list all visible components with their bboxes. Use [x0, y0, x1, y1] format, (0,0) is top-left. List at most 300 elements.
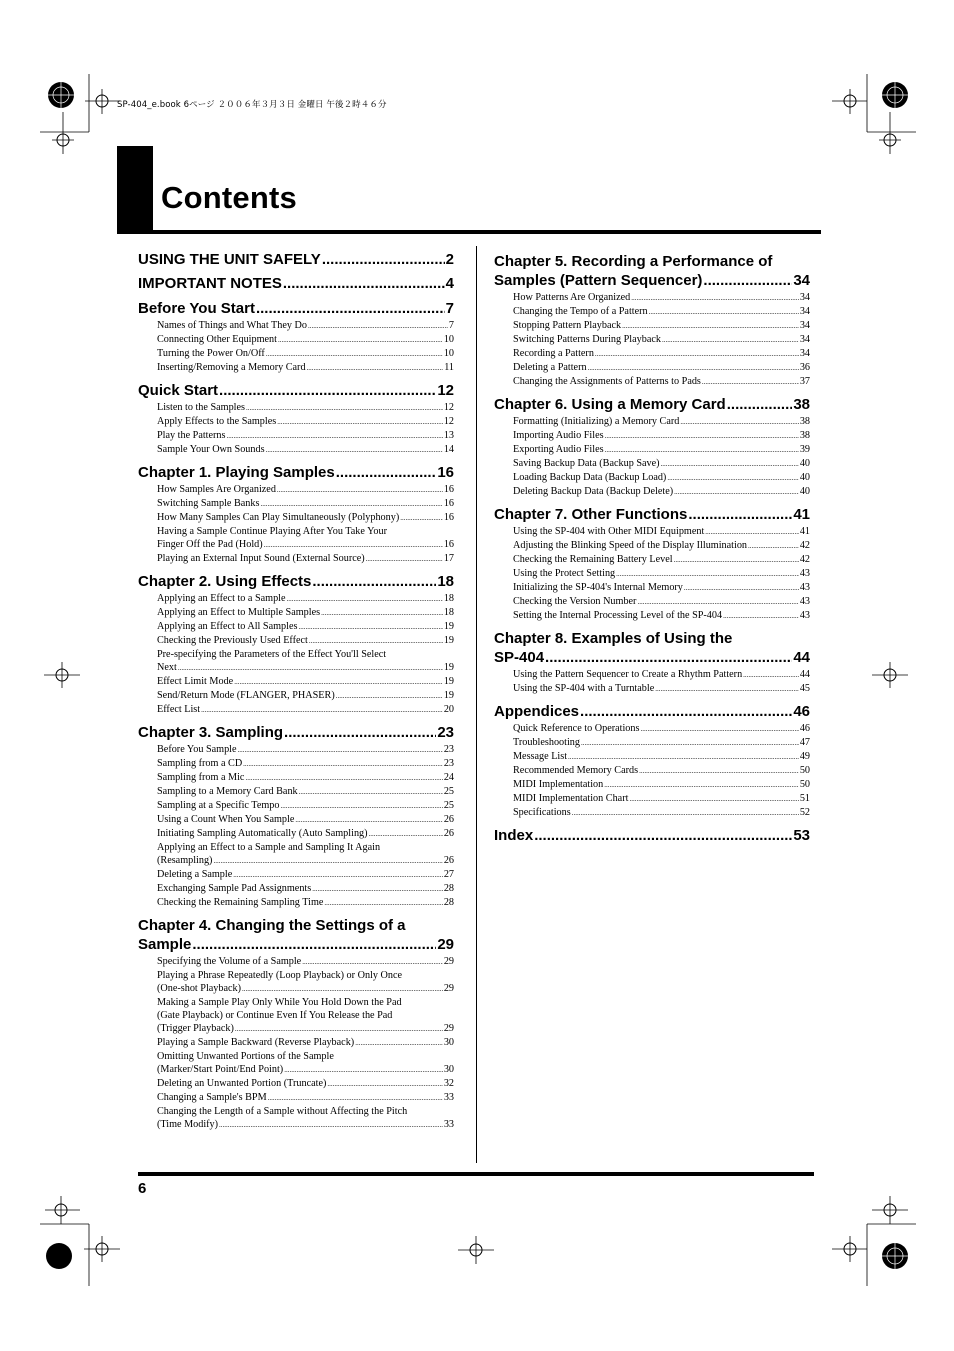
toc-chapter: [494, 629, 810, 696]
toc-entry-title: Names of Things and What They Do: [157, 320, 307, 331]
page-number: 6: [138, 1180, 147, 1197]
toc-entry-title: Loading Backup Data (Backup Load): [513, 472, 667, 483]
toc-entry-page-number: 34: [799, 334, 810, 345]
toc-entry-page-number: 33: [443, 1092, 454, 1103]
toc-entry-page-number: 16: [443, 512, 454, 523]
section-list: [513, 668, 810, 696]
toc-entry-row: [157, 854, 454, 868]
toc-entry-title: Effect List: [157, 704, 201, 715]
toc-entry[interactable]: [513, 457, 810, 471]
chapter-heading[interactable]: [494, 395, 810, 414]
toc-entry-title: (One-shot Playback): [157, 983, 242, 994]
toc-entry[interactable]: [513, 291, 810, 305]
toc-entry[interactable]: [157, 996, 454, 1036]
toc-entry[interactable]: [513, 750, 810, 764]
print-job-line: SP-404_e.book 6ページ ２００６年３月３日 金曜日 午後２時４６分: [117, 100, 387, 110]
dot-leader: [580, 702, 792, 721]
toc-entry[interactable]: [513, 333, 810, 347]
dot-leader: [702, 375, 799, 389]
chapter-heading-row: [138, 935, 454, 954]
toc-entry[interactable]: [157, 743, 454, 757]
toc-entry-title: Finger Off the Pad (Hold): [157, 539, 263, 550]
toc-entry-title: Adjusting the Blinking Speed of the Display Illumination: [513, 540, 748, 551]
toc-entry-row: [157, 868, 454, 882]
chapter-heading-row: [494, 395, 810, 414]
toc-entry-page-number: 30: [443, 1064, 454, 1075]
toc-entry-title: Applying an Effect to All Samples: [157, 621, 298, 632]
toc-entry[interactable]: [513, 443, 810, 457]
chapter-heading[interactable]: [494, 505, 810, 524]
toc-entry[interactable]: [157, 955, 454, 969]
toc-entry-page-number: 52: [799, 807, 810, 818]
toc-entry[interactable]: [513, 485, 810, 499]
toc-entry-page-number: 28: [443, 897, 454, 908]
toc-entry-title: Setting the Internal Processing Level of the SP-404: [513, 610, 723, 621]
toc-entry-row: [513, 333, 810, 347]
toc-entry-page-number: 40: [799, 458, 810, 469]
toc-entry-title: Troubleshooting: [513, 737, 580, 748]
dot-leader: [581, 736, 799, 750]
registration-mark-mid-left: [44, 660, 84, 690]
dot-leader: [723, 609, 799, 623]
toc-entry-title: Effect Limit Mode: [157, 676, 234, 687]
toc-entry-title: (Resampling): [157, 855, 213, 866]
toc-entry-row: [157, 497, 454, 511]
toc-entry[interactable]: [157, 1077, 454, 1091]
chapter-title: IMPORTANT NOTES: [138, 275, 282, 292]
toc-entry[interactable]: [513, 567, 810, 581]
toc-entry-page-number: 40: [799, 472, 810, 483]
toc-entry-title: Sample Your Own Sounds: [157, 444, 265, 455]
toc-entry[interactable]: [157, 620, 454, 634]
toc-entry-title: Changing a Sample's BPM: [157, 1092, 267, 1103]
dot-leader: [727, 395, 793, 414]
toc-entry-title: Sampling to a Memory Card Bank: [157, 786, 298, 797]
toc-entry-page-number: 12: [443, 416, 454, 427]
toc-entry-page-number: 19: [443, 676, 454, 687]
toc-entry-page-number: 39: [799, 444, 810, 455]
toc-entry-page-number: 25: [443, 800, 454, 811]
toc-entry-page-number: 36: [799, 362, 810, 373]
toc-entry[interactable]: [513, 375, 810, 389]
toc-entry-title: Apply Effects to the Samples: [157, 416, 277, 427]
column-divider: [476, 246, 477, 1163]
toc-entry-line: (Gate Playback) or Continue Even If You Release the Pad: [157, 1010, 393, 1021]
toc-entry-row: [157, 319, 454, 333]
toc-entry-title: Deleting an Unwanted Portion (Truncate): [157, 1078, 327, 1089]
toc-entry-title: Message List: [513, 751, 568, 762]
chapter-heading[interactable]: [138, 463, 454, 482]
dot-leader: [307, 361, 444, 375]
toc-entry-title: Exporting Audio Files: [513, 444, 604, 455]
toc-entry-page-number: 19: [443, 690, 454, 701]
chapter-heading-row: [138, 572, 454, 591]
chapter-heading[interactable]: [494, 629, 810, 667]
toc-entry[interactable]: [157, 785, 454, 799]
toc-entry-row: [513, 792, 810, 806]
chapter-heading[interactable]: [138, 916, 454, 954]
toc-entry-row: [157, 896, 454, 910]
chapter-title: Chapter 2. Using Effects: [138, 573, 312, 590]
dot-leader: [295, 813, 442, 827]
toc-entry[interactable]: [157, 1105, 454, 1132]
toc-entry-page-number: 38: [799, 430, 810, 441]
toc-entry[interactable]: [157, 703, 454, 717]
toc-entry-row: [513, 553, 810, 567]
toc-entry-line: Pre-specifying the Parameters of the Effect You'll Select: [157, 649, 387, 660]
toc-entry-title: (Time Modify): [157, 1119, 219, 1130]
chapter-page-number: 44: [793, 649, 810, 666]
dot-leader: [703, 271, 792, 290]
toc-entry[interactable]: [513, 429, 810, 443]
toc-entry[interactable]: [513, 525, 810, 539]
toc-entry-row: [157, 785, 454, 799]
toc-entry-page-number: 26: [443, 828, 454, 839]
toc-entry-title: Applying an Effect to a Sample: [157, 593, 286, 604]
toc-entry[interactable]: [513, 581, 810, 595]
dot-leader: [662, 333, 799, 347]
toc-entry-title: Listen to the Samples: [157, 402, 245, 413]
toc-entry-page-number: 26: [443, 814, 454, 825]
chapter-heading[interactable]: [138, 250, 454, 269]
section-list: [157, 319, 454, 375]
toc-entry-page-number: 28: [443, 883, 454, 894]
toc-entry-row: [513, 539, 810, 553]
toc-entry[interactable]: [513, 792, 810, 806]
registration-mark-top-right: [810, 74, 920, 184]
section-list: [513, 291, 810, 389]
toc-entry-page-number: 38: [799, 416, 810, 427]
dot-leader: [278, 333, 443, 347]
chapter-title: SP-404: [494, 649, 545, 666]
toc-entry-line: Having a Sample Continue Playing After You Take Your: [157, 526, 388, 537]
chapter-title: USING THE UNIT SAFELY: [138, 251, 321, 268]
toc-entry[interactable]: [157, 511, 454, 525]
dot-leader: [637, 595, 798, 609]
toc-entry[interactable]: [157, 1036, 454, 1050]
toc-entry[interactable]: [157, 771, 454, 785]
chapter-heading[interactable]: [494, 252, 810, 290]
toc-entry[interactable]: [157, 882, 454, 896]
toc-entry-page-number: 11: [444, 362, 454, 373]
toc-chapter: [138, 463, 454, 566]
toc-entry-title: Formatting (Initializing) a Memory Card: [513, 416, 680, 427]
toc-entry-page-number: 43: [799, 596, 810, 607]
dot-leader: [238, 743, 443, 757]
toc-entry-page-number: 26: [443, 855, 454, 866]
toc-entry-page-number: 16: [443, 539, 454, 550]
dot-leader: [283, 274, 445, 293]
toc-entry-title: Using the SP-404 with a Turntable: [513, 683, 655, 694]
toc-entry[interactable]: [157, 757, 454, 771]
toc-entry[interactable]: [157, 525, 454, 552]
toc-entry-page-number: 34: [799, 306, 810, 317]
dot-leader: [277, 415, 443, 429]
toc-entry-title: (Marker/Start Point/End Point): [157, 1064, 284, 1075]
toc-entry[interactable]: [513, 361, 810, 375]
toc-entry-row: [157, 552, 454, 566]
toc-entry-page-number: 44: [799, 669, 810, 680]
toc-entry[interactable]: [513, 736, 810, 750]
toc-entry[interactable]: [157, 648, 454, 675]
toc-entry-title: Playing an External Input Sound (External Source): [157, 553, 365, 564]
chapter-title: Samples (Pattern Sequencer): [494, 272, 703, 289]
toc-entry-title: Sampling at a Specific Tempo: [157, 800, 280, 811]
dot-leader: [400, 511, 443, 525]
chapter-title: Sample: [138, 936, 192, 953]
chapter-page-number: 2: [445, 251, 454, 268]
toc-entry-title: Switching Sample Banks: [157, 498, 260, 509]
chapter-page-number: 4: [445, 275, 454, 292]
toc-entry[interactable]: [513, 347, 810, 361]
toc-entry-row: [513, 722, 810, 736]
dot-leader: [178, 661, 443, 675]
section-list: [157, 483, 454, 566]
chapter-heading[interactable]: [138, 381, 454, 400]
section-list: [513, 722, 810, 820]
toc-entry[interactable]: [157, 333, 454, 347]
dot-leader: [680, 415, 798, 429]
toc-entry[interactable]: [157, 841, 454, 868]
toc-entry-title: Saving Backup Data (Backup Save): [513, 458, 660, 469]
footer-rule: [138, 1172, 814, 1176]
toc-entry-title: Deleting a Pattern: [513, 362, 587, 373]
toc-entry-row: [157, 361, 454, 375]
toc-entry[interactable]: [157, 429, 454, 443]
chapter-title: Chapter 6. Using a Memory Card: [494, 396, 726, 413]
toc-entry-row: [513, 806, 810, 820]
toc-entry[interactable]: [157, 415, 454, 429]
toc-chapter: [494, 702, 810, 820]
toc-entry-page-number: 42: [799, 540, 810, 551]
toc-entry-row: [157, 443, 454, 457]
toc-entry-title: Specifying the Volume of a Sample: [157, 956, 302, 967]
toc-entry[interactable]: [157, 689, 454, 703]
toc-entry-title: Recommended Memory Cards: [513, 765, 639, 776]
toc-entry-row: [157, 1077, 454, 1091]
chapter-page-number: 23: [437, 724, 454, 741]
toc-entry[interactable]: [157, 592, 454, 606]
toc-entry-page-number: 29: [443, 956, 454, 967]
toc-entry[interactable]: [157, 969, 454, 996]
chapter-title: Chapter 1. Playing Samples: [138, 464, 335, 481]
toc-entry-title: Using the Protect Setting: [513, 568, 616, 579]
toc-entry[interactable]: [157, 497, 454, 511]
chapter-title: Appendices: [494, 703, 580, 720]
chapter-heading[interactable]: [494, 826, 810, 845]
page-title: Contents: [161, 180, 297, 215]
toc-entry-title: Applying an Effect to Multiple Samples: [157, 607, 321, 618]
toc-entry-title: How Patterns Are Organized: [513, 292, 631, 303]
dot-leader: [649, 305, 799, 319]
toc-entry[interactable]: [513, 595, 810, 609]
toc-entry-row: [513, 457, 810, 471]
toc-entry-row: [157, 1063, 454, 1077]
toc-entry-title: Next: [157, 662, 177, 673]
dot-leader: [219, 1118, 443, 1132]
toc-entry[interactable]: [513, 609, 810, 623]
toc-entry[interactable]: [157, 1091, 454, 1105]
toc-entry-row: [157, 1118, 454, 1132]
dot-leader: [674, 485, 799, 499]
toc-entry-line: Playing a Phrase Repeatedly (Loop Playback) or Only Once: [157, 970, 402, 981]
dot-leader: [312, 882, 443, 896]
chapter-heading-row: [138, 250, 454, 269]
toc-entry-row: [513, 595, 810, 609]
dot-leader: [226, 429, 442, 443]
toc-entry-title: Stopping Pattern Playback: [513, 320, 622, 331]
toc-entry[interactable]: [157, 1050, 454, 1077]
dot-leader: [284, 1063, 443, 1077]
toc-entry[interactable]: [513, 682, 810, 696]
toc-entry[interactable]: [513, 305, 810, 319]
dot-leader: [655, 682, 799, 696]
toc-entry-row: [157, 620, 454, 634]
toc-entry[interactable]: [157, 827, 454, 841]
toc-entry-page-number: 20: [443, 704, 454, 715]
dot-leader: [327, 1077, 442, 1091]
toc-entry-title: Specifications: [513, 807, 571, 818]
dot-leader: [242, 982, 443, 996]
chapter-heading-row: [138, 723, 454, 742]
toc-entry-title: Play the Patterns: [157, 430, 226, 441]
toc-entry-page-number: 43: [799, 582, 810, 593]
toc-entry-title: Using the Pattern Sequencer to Create a Rhythm Pattern: [513, 669, 743, 680]
toc-entry-title: MIDI Implementation: [513, 779, 604, 790]
toc-entry[interactable]: [157, 401, 454, 415]
toc-entry-page-number: 29: [443, 983, 454, 994]
dot-leader: [572, 806, 799, 820]
toc-entry-row: [157, 703, 454, 717]
toc-entry[interactable]: [513, 319, 810, 333]
dot-leader: [266, 347, 443, 361]
toc-entry[interactable]: [513, 778, 810, 792]
toc-entry[interactable]: [157, 606, 454, 620]
toc-entry-row: [513, 471, 810, 485]
toc-entry-row: [157, 675, 454, 689]
toc-entry-row: [157, 827, 454, 841]
chapter-title: Chapter 7. Other Functions: [494, 506, 688, 523]
toc-entry-row: [157, 799, 454, 813]
chapter-heading[interactable]: [138, 299, 454, 318]
toc-entry[interactable]: [157, 799, 454, 813]
dot-leader: [256, 299, 445, 318]
dot-leader: [688, 505, 792, 524]
dot-leader: [264, 538, 443, 552]
toc-entry-title: Exchanging Sample Pad Assignments: [157, 883, 312, 894]
toc-entry[interactable]: [157, 868, 454, 882]
toc-entry-title: Changing the Assignments of Patterns to Pads: [513, 376, 701, 387]
toc-entry[interactable]: [513, 471, 810, 485]
dot-leader: [298, 620, 442, 634]
toc-entry-title: Inserting/Removing a Memory Card: [157, 362, 306, 373]
toc-entry[interactable]: [157, 634, 454, 648]
toc-entry[interactable]: [157, 347, 454, 361]
chapter-heading[interactable]: [138, 572, 454, 591]
toc-entry-row: [513, 319, 810, 333]
toc-entry-page-number: 43: [799, 610, 810, 621]
toc-entry-row: [157, 347, 454, 361]
toc-entry-page-number: 25: [443, 786, 454, 797]
toc-entry[interactable]: [157, 552, 454, 566]
toc-chapter: [494, 826, 810, 845]
dot-leader: [309, 634, 443, 648]
toc-entry-row: [157, 606, 454, 620]
dot-leader: [568, 750, 799, 764]
toc-entry[interactable]: [513, 722, 810, 736]
toc-entry-row: [157, 634, 454, 648]
toc-entry[interactable]: [157, 813, 454, 827]
toc-entry-page-number: 32: [443, 1078, 454, 1089]
dot-leader: [366, 552, 443, 566]
toc-entry[interactable]: [513, 806, 810, 820]
toc-entry[interactable]: [157, 319, 454, 333]
toc-entry[interactable]: [157, 361, 454, 375]
toc-entry-title: Connecting Other Equipment: [157, 334, 277, 345]
toc-entry-row: [157, 813, 454, 827]
chapter-title: Chapter 3. Sampling: [138, 724, 284, 741]
toc-entry[interactable]: [513, 415, 810, 429]
toc-entry-page-number: 30: [443, 1037, 454, 1048]
toc-entry[interactable]: [157, 675, 454, 689]
section-list: [157, 955, 454, 1132]
dot-leader: [336, 463, 437, 482]
toc-entry-row: [513, 581, 810, 595]
toc-entry[interactable]: [513, 539, 810, 553]
toc-entry-title: Send/Return Mode (FLANGER, PHASER): [157, 690, 335, 701]
dot-leader: [277, 483, 443, 497]
toc-entry-title: Playing a Sample Backward (Reverse Playback): [157, 1037, 355, 1048]
toc-entry-page-number: 18: [443, 607, 454, 618]
toc-entry-row: [157, 401, 454, 415]
chapter-heading[interactable]: [138, 723, 454, 742]
dot-leader: [588, 361, 799, 375]
toc-entry-row: [157, 689, 454, 703]
toc-entry-row: [157, 415, 454, 429]
toc-entry-row: [157, 511, 454, 525]
toc-entry[interactable]: [513, 553, 810, 567]
toc-entry[interactable]: [157, 896, 454, 910]
dot-leader: [667, 471, 798, 485]
dot-leader: [245, 771, 442, 785]
dot-leader: [355, 1036, 443, 1050]
dot-leader: [631, 291, 799, 305]
toc-entry-row: [157, 483, 454, 497]
toc-chapter: [494, 252, 810, 389]
chapter-page-number: 38: [793, 396, 810, 413]
registration-mark-bottom-left: [40, 1196, 150, 1296]
section-list: [513, 415, 810, 499]
toc-entry-page-number: 47: [799, 737, 810, 748]
dot-leader: [260, 497, 442, 511]
toc-entry-row: [513, 375, 810, 389]
toc-entry-page-number: 45: [799, 683, 810, 694]
chapter-page-number: 16: [437, 464, 454, 481]
toc-entry-row: [513, 305, 810, 319]
toc-entry[interactable]: [513, 668, 810, 682]
toc-entry-row: [513, 291, 810, 305]
toc-entry[interactable]: [157, 483, 454, 497]
chapter-heading[interactable]: [138, 274, 454, 293]
chapter-heading[interactable]: [494, 702, 810, 721]
chapter-page-number: 41: [793, 506, 810, 523]
toc-entry[interactable]: [157, 443, 454, 457]
toc-entry[interactable]: [513, 764, 810, 778]
chapter-heading-row: [138, 463, 454, 482]
toc-entry-row: [157, 882, 454, 896]
dot-leader: [219, 381, 436, 400]
toc-entry-row: [157, 743, 454, 757]
